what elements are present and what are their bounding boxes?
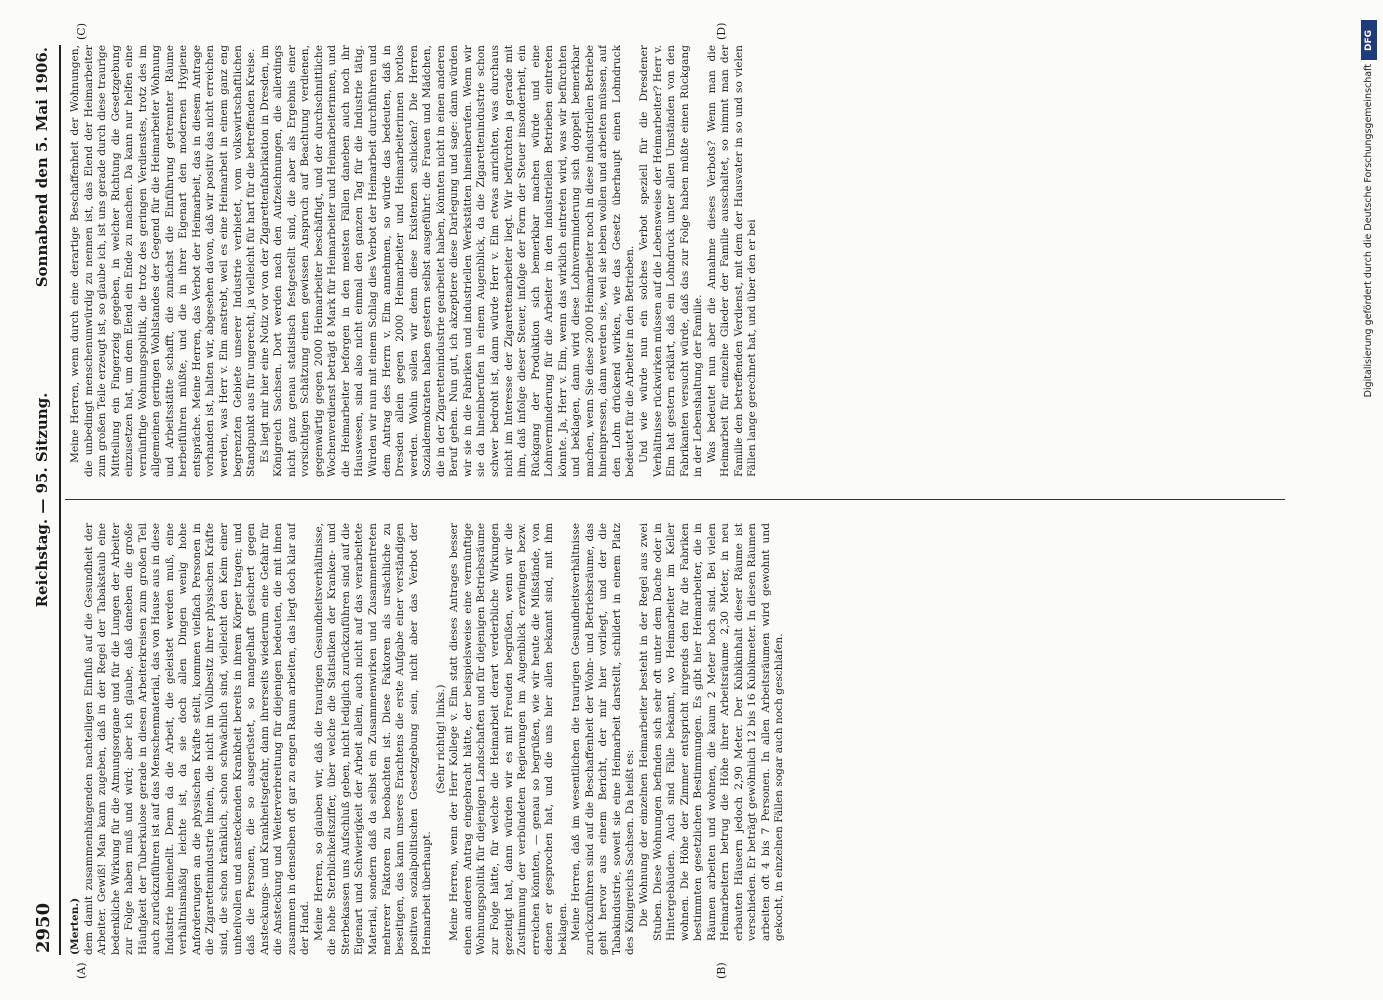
interjection: (Sehr richtig! links.) bbox=[434, 684, 447, 794]
left-paragraph-4: Meine Herren, daß im wesentlichen die traurigen Gesundheitsverhältnisse zurückzuführen sind auf die Beschaffenheit der Wohn- und Betriebsräume, das geht hervor aus einem Bericht, der mir hier vorliegt, und der die Tabakindustrie, soweit sie eine Heimarbeit darstellt, schildert in einem Platz des Königreichs Sachsen. Da heißt es: bbox=[570, 523, 637, 955]
column-divider bbox=[65, 499, 1285, 500]
header-session-title: Reichstag. — 95. Sitzung. bbox=[33, 392, 51, 608]
margin-mark-a: (A) bbox=[75, 962, 88, 979]
right-column bbox=[69, 45, 1289, 477]
speaker-name: (Merten.) bbox=[69, 897, 81, 955]
page-header bbox=[25, 45, 61, 955]
margin-mark-c: (C) bbox=[75, 23, 88, 40]
margin-mark-d: (D) bbox=[715, 22, 728, 40]
left-paragraph-1: dem damit zusammenhängenden nachteiligen Einfluß auf die Gesundheit der Arbeiter. Gewiß! Man kann zugeben, daß in der Regel der Tabakstaub eine bedenkliche Wirkung für die Atmungsorgane und für die Lungen der Arbeiter zur Folge haben muß und wird; aber ich glaube, daß daneben die große Häufigkeit der Tuberkulose gerade in diesen Arbeiterkreisen zum großen Teil auch zurückzuführen ist auf das Menschenmaterial, das von Hause aus in diese Industrie hineinellt. Denn da die Arbeit, die geleistet werden muß, eine verhältnismäßig leichte ist, da sie doch allen Dingen wenig hohe Anforderungen an die physischen Kräfte stellt, kommen vielfach Personen in die Zigarettenindustrie hinein, die nicht im Vollbesitz ihrer physischen Kräfte sind, die schon kränklich, schon schwächlich sind, vielleicht den Keim einer unheilvollen und ansteckenden Krankheit bereits in ihrem Körper tragen; und daß die Personen, die so ausgerüstet, so mangelhaft gesichert gegen Ansteckungs- und Krankheitsgefahr, dann ihrerseits wiederum eine Gefahr für die Ansteckung und Weiterverbreitung für diejenigen bedeuten, die mit ihnen zusammen in denselben oft gar zu engen Raum arbeiten, das liegt doch klar auf der Hand. bbox=[82, 523, 312, 955]
digitization-credit-text: Digitalisierung gefördert durch die Deutsche Forschungsgemeinschaft bbox=[1363, 64, 1374, 398]
left-quotation: Die Wohnung der einzelnen Heimarbeiter besteht in der Regel aus zwei Stuben. Diese Wohnungen befinden sich sehr oft unter dem Dache oder in Hintergebäuden. Auch sind Fälle bekannt, wo Heimarbeiter im Keller wohnen. Die Höhe der Zimmer entspricht nirgends den für die Fabriken bestimmten gesetzlichen Bestimmungen. Es gibt hier Heimarbeiter, die in Räumen arbeiten und wohnen, die kaum 2 Meter hoch sind. Bei vielen Heimarbeitern betrug die Höhe ihrer Arbeitsräume 2,30 Meter, in neu erbauten Häusern jedoch 2,90 Meter. Der Kubikinhalt dieser Räume ist verschieden. Er beträgt gewöhnlich 12 bis 16 Kubikmeter. In diesen Räumen arbeiten oft 4 bis 7 Personen. In allen Arbeitsräumen wird gewohnt und gekocht, in einzelnen Fällen sogar auch noch geschlafen. bbox=[637, 523, 786, 941]
left-paragraph-3: Meine Herren, wenn der Herr Kollege v. Elm statt dieses Antrages besser einen anderen Antrag eingebracht hätte, der beispielsweise eine vernünftige Wohnungspolitik für diejenigen Landschaften und für diejenigen Betriebsräume zur Folge hätte, für welche die Heimarbeit derart verderbliche Wirkungen gezeitigt hat, dann würden wir es mit Freuden begrüßen, wenn wir die Zustimmung der verbündeten Regierungen im Augenblick erzwingen bezw. erreichen könnten, — genau so begrüßen, wie wir heute die Mißstände, von denen er gesprochen hat, und die uns hier allen bekannt sind, mit ihm beklagen. bbox=[448, 523, 569, 955]
dfg-logo: DFG bbox=[1361, 20, 1377, 60]
right-paragraph-2: Es liegt mir hier eine Notiz vor von der Zigarettenfabrikation in Dresden, im Königreich Sachsen. Dort werden nach den Aufzeichnungen, die allerdings nicht ganz genau statistisch festgestellt sind, die aber als Ergebnis einer vorsichtigen Schätzung einen gewissen Anspruch auf Beachtung verdienen, gegenwärtig gegen 2000 Heimarbeiter beschäftigt, und der durchschnittliche Wochenverdienst beträgt 8 Mark für Heimarbeiter und Heimarbeiterinnen, und die Heimarbeiter beforgen in den meisten Fällen daneben auch noch ihr Hauswesen, sind also nicht einmal den ganzen Tag für die Industrie tätig. Würden wir nun mit einem Schlag dies Verbot der Heimarbeit durchführen und dem Antrag des Herrn v. Elm annehmen, so würde das bedeuten, daß in Dresden allein gegen 2000 Heimarbeiter und Heimarbeiterinnen brotlos werden. Wohin sollen wir denn diese Existenzen schicken? Die Herren Sozialdemokraten haben gestern selbst ausgeführt: die Frauen und Mädchen, die in der Zigarettenindustrie gearbeitet haben, könnten nicht in einen anderen Beruf gehen. Nun gut, ich akzeptiere diese Darlegung und sage: dann würden wir sie in die Fabriken und industriellen Werkstätten hineinberufen. Wenn wir sie da hineinberufen in einem Augenblick, da die Zigarettenindustrie schon schwer bedroht ist, dann würde Herr v. Elm etwas anrichten, was durchaus nicht im Interesse der Zigarettenarbeiter liegt. Wir befürchten ja gerade mit ihm, daß infolge dieser Steuer, infolge der Form der Steuer insonderheit, ein Rückgang der Produktion sich bemerkbar machen würde und eine Lohnverminderung für die Arbeiter in den industriellen Betrieben eintreten könnte. Ja, Herr v. Elm, wenn das wirklich eintreten wird, was wir befürchten und beklagen, dann wird diese Lohnverminderung sich doppelt bemerkbar machen, wenn Sie diese 2000 Heimarbeiter noch in diese industriellen Betriebe hineinpressen, dann werden sie, weil sie leben wollen und arbeiten müssen, auf den Lohn drückend wirken, wie das Gesetz überhaupt einen Lohndruck bedeutet für die Arbeiter in den Betrieben. bbox=[258, 45, 637, 477]
header-date: Sonnabend den 5. Mai 1906. bbox=[33, 47, 51, 288]
left-column bbox=[69, 523, 1289, 955]
right-paragraph-4: Was bedeutet nun aber die Annahme dieses Verbots? Wenn man die Heimarbeit für einzelne Glieder der Familie ausschaltet, so nimmt man der Familie den betreffenden Verdienst, mit dem der Hausvater in so und so vielen Fällen lange gerechnet hat, und über den er bei bbox=[705, 45, 759, 477]
page-number: 2950 bbox=[33, 902, 54, 953]
right-paragraph-1: Meine Herren, wenn durch eine derartige Beschaffenheit der Wohnungen, die unbedingt menschenunwürdig zu nennen ist, das Elend der Heimarbeiter zum großen Teile erzeugt ist, so glaube ich, ist uns gerade durch diese traurige Mitteilung ein Fingerzeig gegeben, in welcher Richtung die Gesetzgebung einzusetzen hat, um dem Elend ein Ende zu machen. Da kann nur helfen eine vernünftige Wohnungspolitik, die trotz des geringen Verdienstes, trotz des im allgemeinen geringen Wohlstandes der Gegend für die Heimarbeiter Wohnung und Arbeitsstätte schafft, die zunächst die Einführung getrennter Räume herbeiführen müßte, und die in ihrer Eigenart den modernen Hygiene entspräche. Meine Herren, das Verbot der Heimarbeit, das in diesem Antrage vorhanden ist, halten wir, abgesehen davon, daß wir positiv das nicht erreichen werden, was Herr v. Elm anstrebt, weil es eine Heimarbeit in einem ganz eng begrenzten Gebiete unserer Industrie verbietet, vom volkswirtschaftlichen Standpunkt aus für ungerecht, ja vielleicht für hart für die betreffenden Kreise. bbox=[69, 45, 258, 477]
left-paragraph-2: Meine Herren, so glauben wir, daß die traurigen Gesundheitsverhältnisse, die hohe Sterblichkeitsziffer, über welche die Statistiken der Kranken- und Sterbekassen uns Aufschluß geben, nicht lediglich zurückzuführen sind auf die Eigenart und Schwierigkeit der Arbeit allein, auch nicht auf das verarbeitete Material, sondern daß da selbst ein Zusammenwirken und Zusammentreten mehrerer Faktoren zu beobachten ist. Diese Faktoren als ursächliche zu beseitigen, das kann unseres Erachtens die erste Aufgabe einer verständigen positiven sozialpolitischen Gesetzgebung sein, nicht aber das Verbot der Heimarbeit überhaupt. bbox=[312, 523, 434, 955]
digitization-credit bbox=[1361, 20, 1379, 980]
rotated-sheet bbox=[25, 22, 1295, 979]
margin-mark-b: (B) bbox=[715, 962, 728, 979]
right-paragraph-3: Und wie würde nun ein solches Verbot speziell für die Dresdener Verhältnisse rückwirken müssen auf die Lebensweise der Heimarbeiter? Herr v. Elm hat gestern erklärt, daß ein Lohndruck unter allen Umständen von den Fabrikanten versucht würde, daß das zur Folge haben müßte einen Rückgang in der Lebenshaltung der Familie. bbox=[637, 45, 705, 477]
